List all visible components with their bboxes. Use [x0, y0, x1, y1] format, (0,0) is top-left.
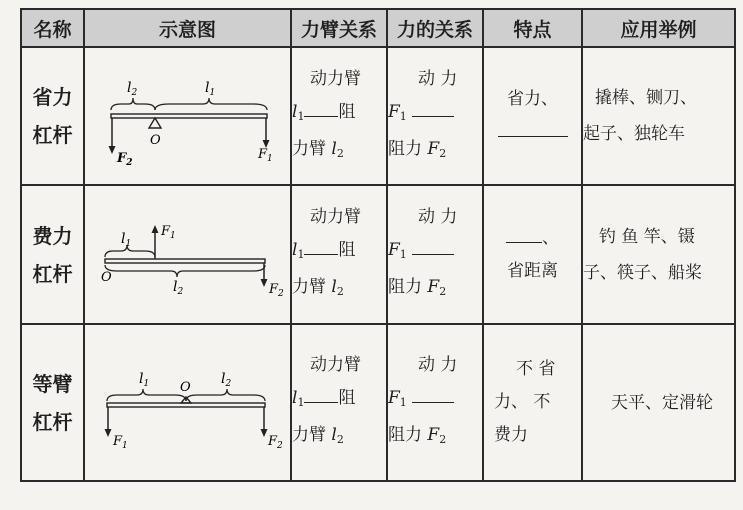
pivot-label: O — [100, 269, 112, 285]
lever-name: 省力 杠杆 — [21, 47, 84, 185]
header-name: 名称 — [21, 9, 84, 47]
lever-diagram — [93, 66, 283, 166]
lever-diagram — [93, 353, 283, 453]
force-label-right: $F_2$ — [268, 281, 284, 299]
feature: 、 省距离 — [483, 185, 582, 324]
answer-blank[interactable] — [304, 240, 338, 255]
arm-label-right: $l_1$ — [204, 80, 215, 98]
examples: 撬棒、铡刀、 起子、独轮车 — [582, 47, 735, 185]
table-row — [21, 185, 735, 324]
force-label-right: $F_1$ — [257, 147, 273, 164]
header-arm-relation: 力臂关系 — [291, 9, 387, 47]
arm-relation: 动力臂 $l_1$ 阻 力臂 $l_2$ — [291, 47, 387, 185]
header-examples: 应用举例 — [582, 9, 735, 47]
examples: 钓 鱼 竿、镊 子、筷子、船桨 — [582, 185, 735, 324]
feature: 不 省 力、 不 费力 — [483, 324, 582, 481]
answer-blank[interactable] — [506, 228, 542, 243]
force-label-left: $F_1$ — [112, 433, 128, 451]
force-label-left: $F_2$ — [116, 151, 132, 168]
answer-blank[interactable] — [304, 102, 338, 117]
lever-diagram-cell — [84, 185, 291, 324]
header-feature: 特点 — [483, 9, 582, 47]
lever-diagram-cell — [84, 47, 291, 185]
lever-table — [20, 8, 736, 482]
force-label-up: $F_1$ — [160, 223, 176, 241]
arm-relation: 动力臂 $l_1$ 阻 力臂 $l_2$ — [291, 185, 387, 324]
arm-label-right: $l_2$ — [220, 370, 231, 389]
answer-blank[interactable] — [412, 240, 454, 255]
examples: 天平、定滑轮 — [582, 324, 735, 481]
pivot-label: O — [179, 379, 191, 395]
answer-blank[interactable] — [412, 102, 454, 117]
force-relation: 动 力 $F_1$ 阻力 $F_2$ — [387, 324, 483, 481]
pivot-label: O — [149, 133, 161, 148]
lever-diagram-cell — [84, 324, 291, 481]
table-row — [21, 47, 735, 185]
header-force-relation: 力的关系 — [387, 9, 483, 47]
force-label-right: $F_2$ — [267, 433, 283, 451]
arm-label-left: $l_2$ — [126, 80, 137, 98]
table-row — [21, 324, 735, 481]
answer-blank[interactable] — [304, 388, 338, 403]
lever-name: 费力 杠杆 — [21, 185, 84, 324]
arm-label-top: $l_1$ — [120, 230, 131, 249]
arm-relation: 动力臂 $l_1$ 阻 力臂 $l_2$ — [291, 324, 387, 481]
answer-blank[interactable] — [498, 122, 568, 137]
lever-name: 等臂 杠杆 — [21, 324, 84, 481]
arm-label-left: $l_1$ — [138, 370, 149, 389]
arm-label-bottom: $l_2$ — [172, 278, 183, 297]
header-row — [21, 9, 735, 47]
answer-blank[interactable] — [412, 388, 454, 403]
feature: 省力、 — [483, 47, 582, 185]
force-relation: 动 力 $F_1$ 阻力 $F_2$ — [387, 47, 483, 185]
header-diagram: 示意图 — [84, 9, 291, 47]
lever-diagram — [93, 205, 283, 305]
force-relation: 动 力 $F_1$ 阻力 $F_2$ — [387, 185, 483, 324]
